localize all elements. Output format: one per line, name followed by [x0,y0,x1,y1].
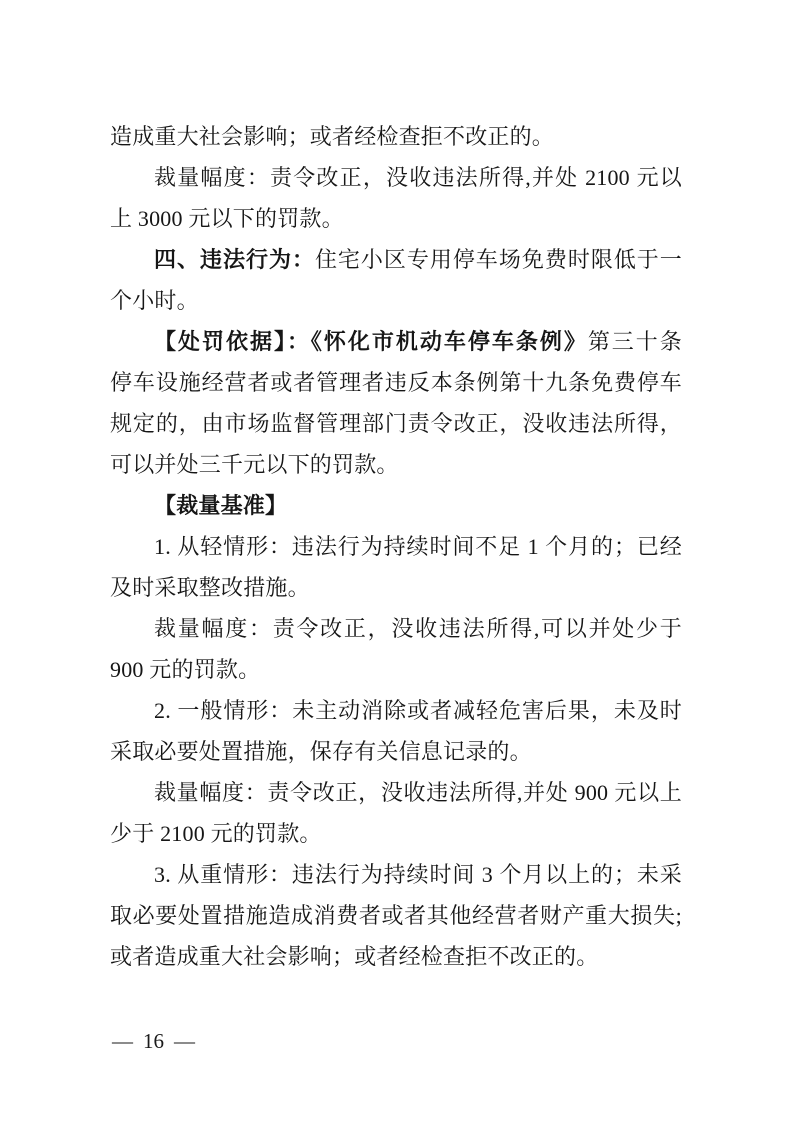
paragraph-severe-case [110,854,682,977]
footer-dash-left: — [112,1029,133,1053]
paragraph-lenient-penalty [110,608,682,690]
paragraph-lenient-case [110,526,682,608]
paragraph-text: 裁量幅度：责令改正，没收违法所得,并处 2100 元以上 3000 元以下的罚款。 [110,165,682,231]
page-number: 16 [143,1029,164,1053]
paragraph-text: 1. 从轻情形：违法行为持续时间不足 1 个月的；已经及时采取整改措施。 [110,534,682,600]
page-footer [112,1028,195,1054]
paragraph-text: 2. 一般情形：未主动消除或者减轻危害后果，未及时采取必要处置措施，保存有关信息记录的。 [110,698,682,764]
paragraph-general-penalty [110,772,682,854]
penalty-basis-heading: 【处罚依据】：《怀化市机动车停车条例》 [154,329,588,354]
paragraph-text: 裁量幅度：责令改正，没收违法所得,可以并处少于 900 元的罚款。 [110,616,682,682]
paragraph-continuation [110,116,682,157]
paragraph-text: 3. 从重情形：违法行为持续时间 3 个月以上的；未采取必要处置措施造成消费者或者其他经营者财产重大损失;或者造成重大社会影响；或者经检查拒不改正的。 [110,862,682,969]
document-body [110,116,705,977]
discretion-benchmark-heading: 【裁量基准】 [154,493,288,518]
paragraph-penalty-basis [110,321,705,485]
paragraph-text: 第三十条 停车设施经营者或者管理者违反本条例第十九条免费停车规定的，由市场监督管理部门责令改正，没收违法所得，可以并处三千元以下的罚款。 [110,329,705,477]
paragraph-text: 造成重大社会影响；或者经检查拒不改正的。 [110,124,555,149]
paragraph-text: 裁量幅度：责令改正，没收违法所得,并处 900 元以上少于 2100 元的罚款。 [110,780,682,846]
paragraph-discretion-benchmark [110,485,682,526]
paragraph-penalty-range [110,157,682,239]
footer-dash-right: — [174,1029,195,1053]
violation-heading: 四、违法行为： [154,247,315,272]
paragraph-text: 住宅小区专用停车场免费时限低于一个小时。 [110,247,682,313]
paragraph-violation-4 [110,239,682,321]
paragraph-general-case [110,690,682,772]
